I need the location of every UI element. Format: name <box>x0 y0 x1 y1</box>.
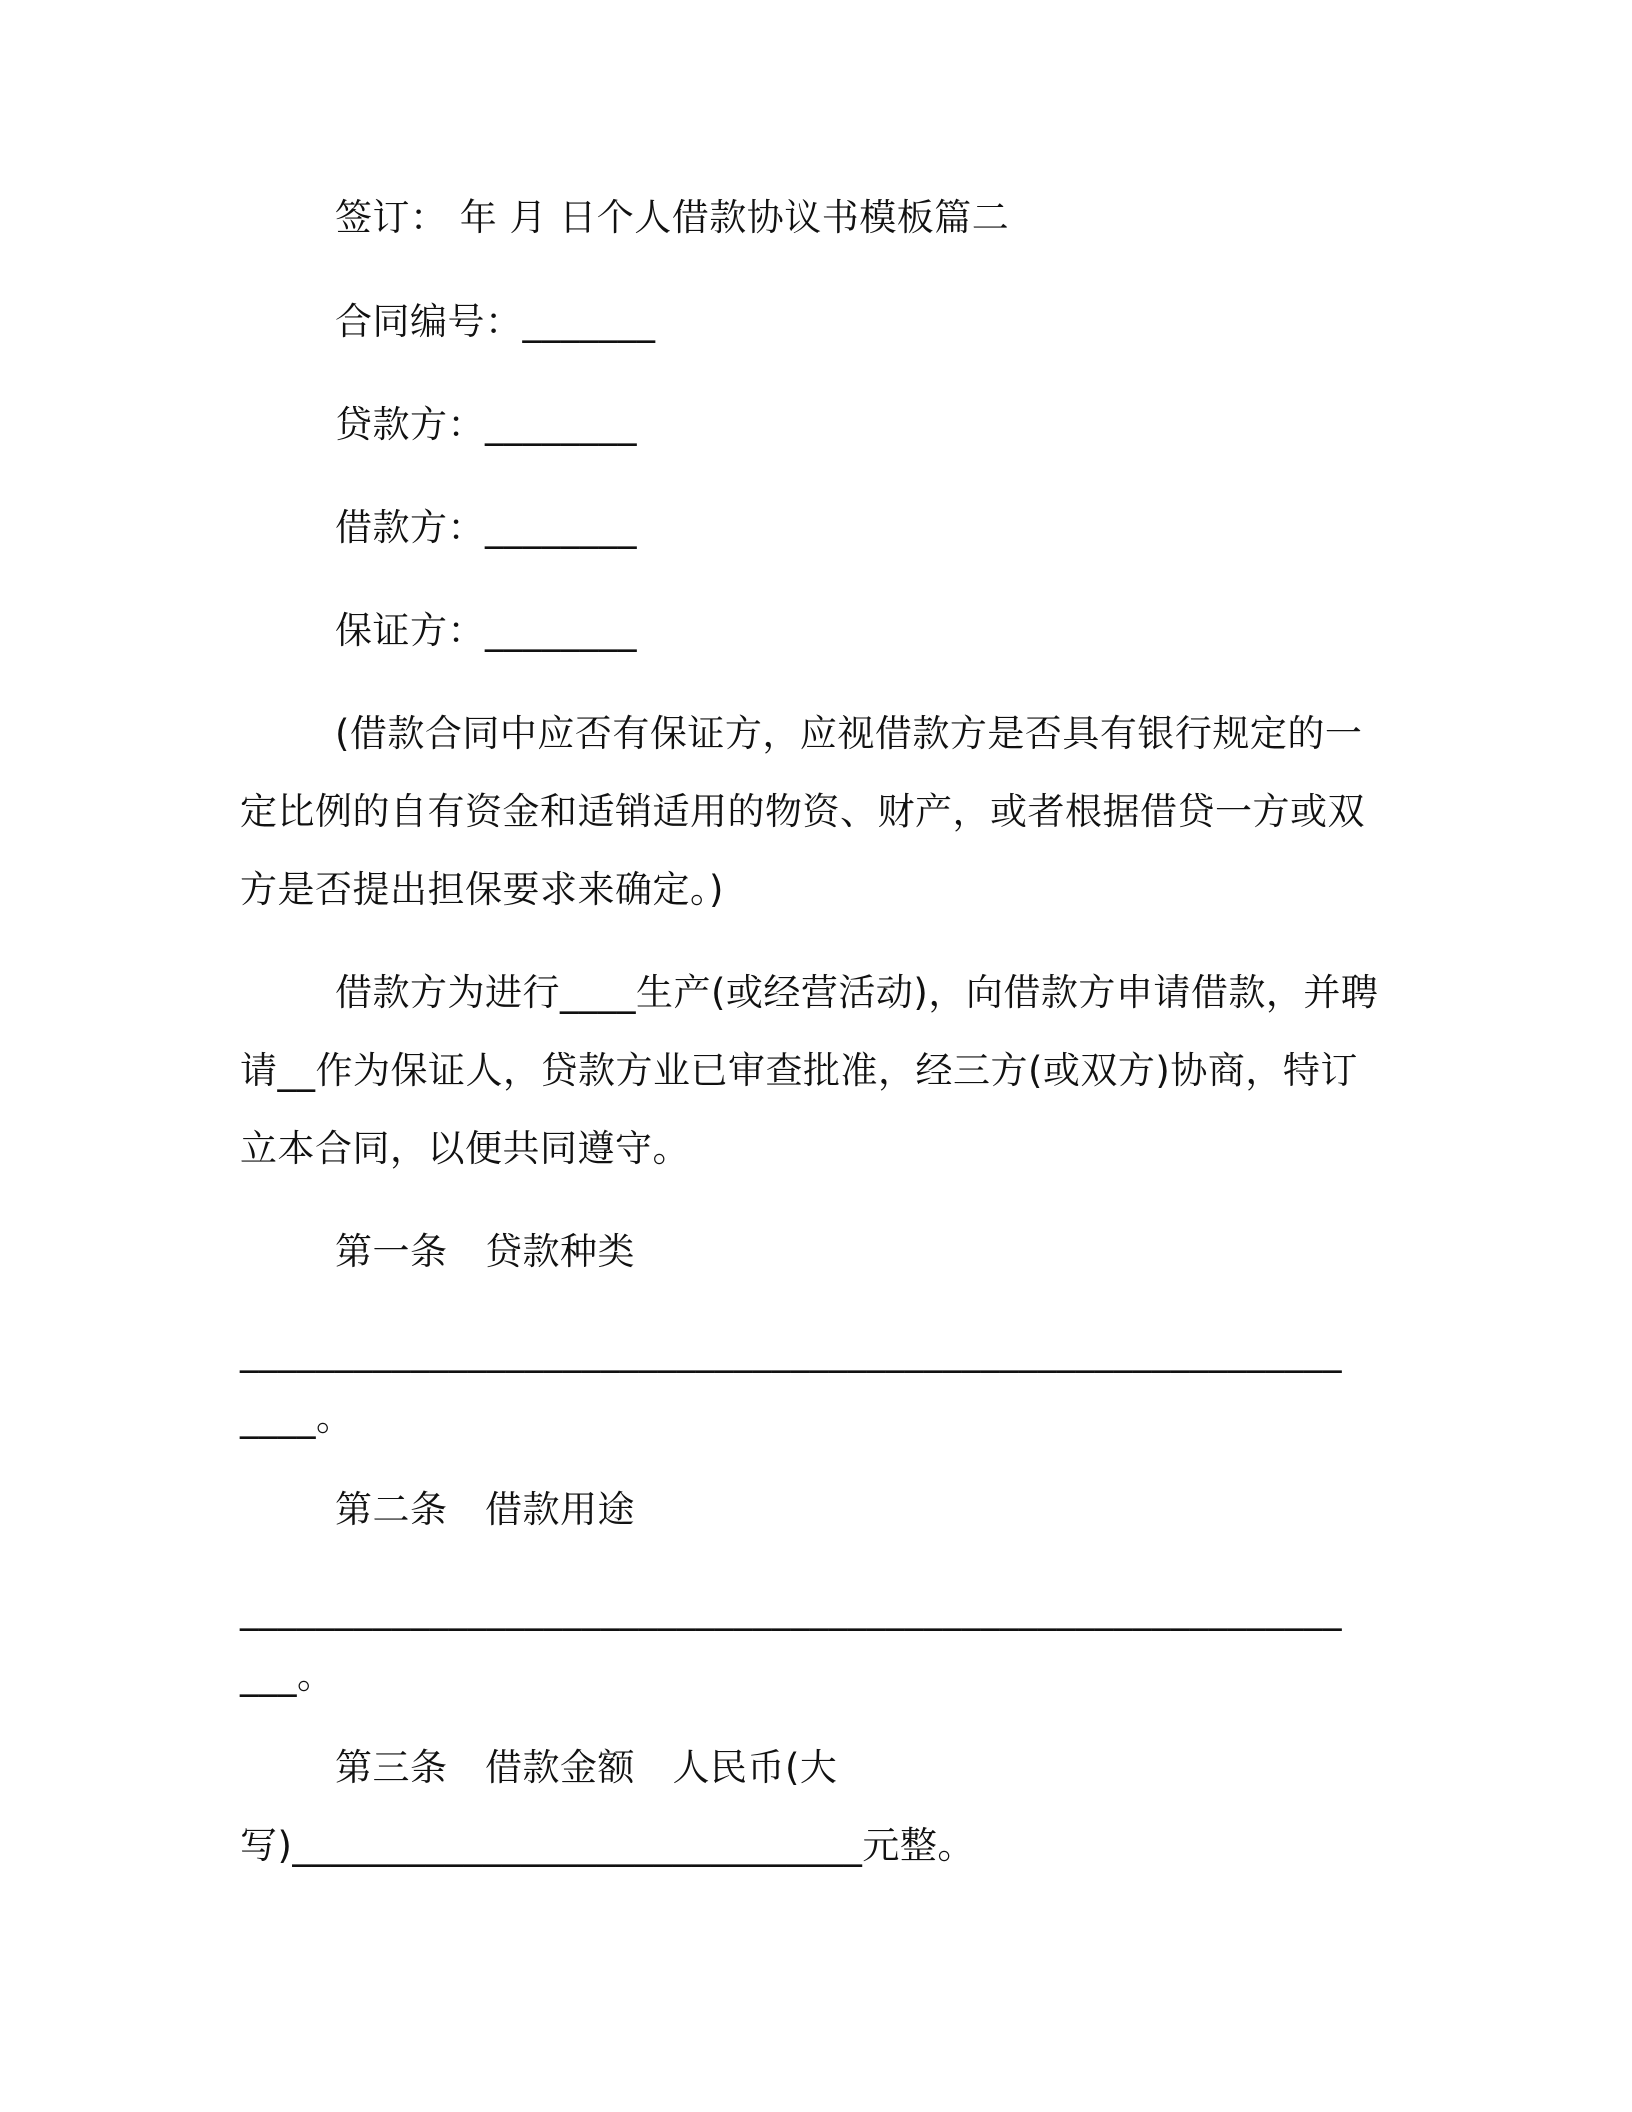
signing-date-line: 签订： 年 月 日个人借款协议书模板篇二 <box>335 196 1010 239</box>
intro-paragraph-line: 请__作为保证人，贷款方业已审查批准，经三方(或双方)协商，特订 <box>240 1049 1358 1092</box>
article-3-title: 第三条 借款金额 人民币(大 <box>335 1746 838 1789</box>
intro-paragraph-line: 借款方为进行____生产(或经营活动)，向借款方申请借款，并聘 <box>335 971 1379 1014</box>
note-paragraph-line: 定比例的自有资金和适销适用的物资、财产，或者根据借贷一方或双 <box>240 790 1365 833</box>
article-1-blank-line: ____。 <box>240 1396 354 1439</box>
article-2-title: 第二条 借款用途 <box>335 1488 635 1531</box>
article-2-blank-line: __________________________________________________________ <box>240 1588 1342 1631</box>
borrower-field: 借款方：________ <box>335 506 637 549</box>
contract-number-field: 合同编号：_______ <box>335 300 656 343</box>
guarantor-field: 保证方：________ <box>335 609 637 652</box>
article-3-amount-line: 写)______________________________元整。 <box>240 1824 975 1867</box>
note-paragraph-line: (借款合同中应否有保证方，应视借款方是否具有银行规定的一 <box>335 712 1363 755</box>
lender-field: 贷款方：________ <box>335 403 637 446</box>
intro-paragraph-line: 立本合同，以便共同遵守。 <box>240 1127 690 1170</box>
note-paragraph-line: 方是否提出担保要求来确定。) <box>240 868 724 911</box>
article-2-blank-line: ___。 <box>240 1654 335 1697</box>
article-1-title: 第一条 贷款种类 <box>335 1230 635 1273</box>
article-1-blank-line: __________________________________________________________ <box>240 1330 1342 1373</box>
